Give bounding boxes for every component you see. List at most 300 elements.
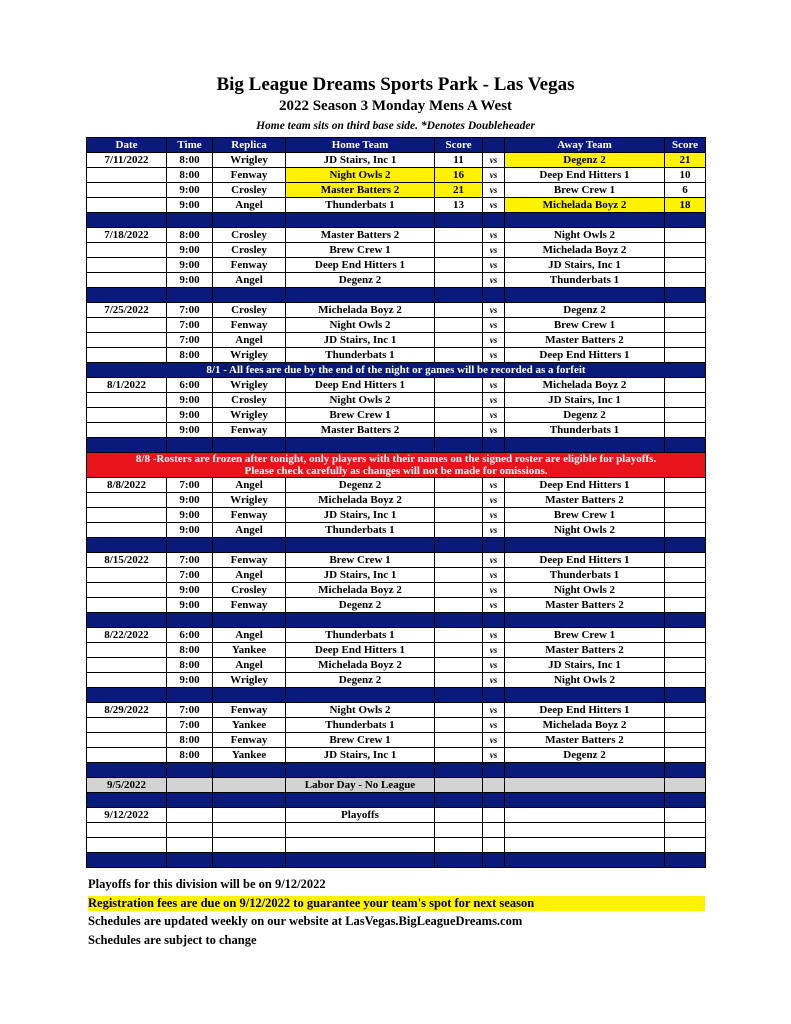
field-cell: Angel [213,478,286,493]
date-cell: 9/5/2022 [87,778,167,793]
home-score-cell [435,718,483,733]
game-row [87,583,706,598]
time-cell: 9:00 [167,508,213,523]
vs-cell: vs [483,228,505,243]
away-score-cell: 6 [665,183,706,198]
vs-cell: vs [483,378,505,393]
date-cell [87,258,167,273]
separator-cell [87,288,167,303]
blank-cell [483,838,505,853]
vs-cell: vs [483,523,505,538]
away-score-cell [665,258,706,273]
home-score-cell: 13 [435,198,483,213]
separator-cell [665,688,706,703]
home-score-cell [435,598,483,613]
separator-cell [167,613,213,628]
date-cell [87,348,167,363]
away-team-cell: Deep End Hitters 1 [505,553,665,568]
date-cell [87,493,167,508]
time-cell: 9:00 [167,423,213,438]
page-subtitle: 2022 Season 3 Monday Mens A West [278,98,513,114]
away-team-cell: Brew Crew 1 [505,628,665,643]
time-cell: 9:00 [167,493,213,508]
date-cell [87,523,167,538]
separator-cell [483,613,505,628]
separator-row [87,763,706,778]
time-cell: 7:00 [167,333,213,348]
home-team-cell: Michelada Boyz 2 [286,658,435,673]
field-cell: Fenway [213,318,286,333]
footer-registration: Registration fees are due on 9/12/2022 to guarantee your team's spot for next season [88,896,705,911]
time-cell: 8:00 [167,153,213,168]
date-cell: 7/25/2022 [87,303,167,318]
separator-cell [665,288,706,303]
home-score-cell [435,243,483,258]
vs-cell: vs [483,273,505,288]
home-team-cell: Michelada Boyz 2 [286,583,435,598]
separator-cell [483,213,505,228]
blank-cell [286,823,435,838]
separator-cell [483,763,505,778]
time-cell: 8:00 [167,348,213,363]
separator-row [87,793,706,808]
away-score-cell [665,673,706,688]
home-score-cell [435,333,483,348]
away-team-cell: Master Batters 2 [505,598,665,613]
game-row [87,273,706,288]
separator-cell [435,438,483,453]
date-cell: 8/1/2022 [87,378,167,393]
vs-cell: vs [483,478,505,493]
away-team-cell: JD Stairs, Inc 1 [505,393,665,408]
home-team-cell: Master Batters 2 [286,183,435,198]
time-cell [167,778,213,793]
vs-cell [483,808,505,823]
vs-cell: vs [483,493,505,508]
game-row [87,703,706,718]
vs-cell: vs [483,718,505,733]
away-score-cell [665,658,706,673]
separator-cell [87,213,167,228]
date-cell: 8/29/2022 [87,703,167,718]
vs-cell: vs [483,303,505,318]
home-team-cell: Degenz 2 [286,598,435,613]
time-cell: 7:00 [167,318,213,333]
game-row [87,643,706,658]
separator-cell [167,688,213,703]
table-header-row [87,138,706,153]
home-score-cell: 16 [435,168,483,183]
playoffs-row [87,808,706,823]
separator-cell [665,438,706,453]
time-cell: 8:00 [167,228,213,243]
game-row [87,718,706,733]
date-cell [87,673,167,688]
separator-cell [483,688,505,703]
separator-cell [505,288,665,303]
away-team-cell: Degenz 2 [505,153,665,168]
time-cell: 7:00 [167,718,213,733]
field-cell: Fenway [213,423,286,438]
time-cell: 8:00 [167,733,213,748]
date-cell [87,423,167,438]
away-team-cell: Master Batters 2 [505,643,665,658]
away-score-cell [665,598,706,613]
vs-cell: vs [483,583,505,598]
separator-cell [505,613,665,628]
separator-cell [167,793,213,808]
away-team-cell: Thunderbats 1 [505,273,665,288]
field-cell: Crosley [213,393,286,408]
field-cell: Yankee [213,748,286,763]
home-team-cell: JD Stairs, Inc 1 [286,508,435,523]
away-score-cell [665,423,706,438]
blank-cell [87,838,167,853]
away-score-cell [665,583,706,598]
field-cell: Wrigley [213,378,286,393]
field-cell: Angel [213,523,286,538]
time-cell: 7:00 [167,553,213,568]
away-score-cell [665,778,706,793]
blank-cell [435,838,483,853]
date-cell [87,733,167,748]
field-cell: Angel [213,568,286,583]
home-score-cell [435,553,483,568]
blank-row [87,823,706,838]
home-score-cell [435,273,483,288]
col-header-away-score: Score [665,138,706,153]
blank-cell [505,838,665,853]
field-cell: Crosley [213,183,286,198]
date-cell [87,583,167,598]
separator-cell [167,288,213,303]
date-cell [87,198,167,213]
away-score-cell [665,733,706,748]
away-team-cell: Michelada Boyz 2 [505,198,665,213]
vs-cell: vs [483,673,505,688]
separator-cell [286,288,435,303]
roster-alert-line-2: Please check carefully as changes will not be made for omissions. [244,465,548,477]
col-header-vs [483,138,505,153]
vs-cell: vs [483,168,505,183]
game-row [87,333,706,348]
field-cell: Fenway [213,168,286,183]
away-score-cell [665,348,706,363]
home-team-cell: Thunderbats 1 [286,523,435,538]
home-score-cell [435,523,483,538]
time-cell: 9:00 [167,273,213,288]
separator-cell [665,793,706,808]
date-cell [87,333,167,348]
home-team-cell: Degenz 2 [286,673,435,688]
away-team-cell [505,778,665,793]
home-team-cell: Michelada Boyz 2 [286,303,435,318]
away-team-cell: Master Batters 2 [505,493,665,508]
away-team-cell: Degenz 2 [505,303,665,318]
vs-cell: vs [483,408,505,423]
separator-cell [213,613,286,628]
away-score-cell [665,228,706,243]
game-row [87,183,706,198]
home-score-cell [435,703,483,718]
home-score-cell [435,658,483,673]
time-cell: 9:00 [167,583,213,598]
date-cell [87,273,167,288]
away-team-cell: Deep End Hitters 1 [505,348,665,363]
schedule-table [86,137,706,868]
game-row [87,508,706,523]
page-title: Big League Dreams Sports Park - Las Vegas [216,74,575,95]
away-team-cell: JD Stairs, Inc 1 [505,658,665,673]
separator-cell [505,438,665,453]
game-row [87,553,706,568]
field-cell: Crosley [213,303,286,318]
separator-cell [435,853,483,868]
away-score-cell [665,718,706,733]
vs-cell: vs [483,508,505,523]
vs-cell: vs [483,598,505,613]
vs-cell: vs [483,628,505,643]
date-cell [87,243,167,258]
away-score-cell [665,628,706,643]
game-row [87,478,706,493]
date-cell [87,658,167,673]
home-team-cell: Deep End Hitters 1 [286,378,435,393]
separator-cell [483,538,505,553]
date-cell [87,748,167,763]
vs-cell: vs [483,568,505,583]
home-team-cell: Brew Crew 1 [286,553,435,568]
separator-cell [505,793,665,808]
time-cell: 9:00 [167,243,213,258]
game-row [87,673,706,688]
vs-cell: vs [483,703,505,718]
date-cell [87,168,167,183]
vs-cell: vs [483,748,505,763]
separator-cell [435,688,483,703]
away-score-cell: 10 [665,168,706,183]
vs-cell: vs [483,658,505,673]
col-header-home-score: Score [435,138,483,153]
date-cell: 7/11/2022 [87,153,167,168]
home-score-cell [435,258,483,273]
time-cell: 9:00 [167,673,213,688]
blank-cell [167,838,213,853]
game-row [87,303,706,318]
time-cell [167,808,213,823]
home-team-cell: Brew Crew 1 [286,733,435,748]
playoffs-label: Playoffs [286,808,435,823]
home-team-cell: Night Owls 2 [286,703,435,718]
game-row [87,628,706,643]
game-row [87,243,706,258]
time-cell: 8:00 [167,168,213,183]
time-cell: 6:00 [167,628,213,643]
home-team-cell: JD Stairs, Inc 1 [286,333,435,348]
separator-cell [213,538,286,553]
roster-alert-cell [87,453,706,478]
separator-cell [286,213,435,228]
separator-cell [167,213,213,228]
blank-cell [665,838,706,853]
field-cell: Angel [213,333,286,348]
separator-cell [167,538,213,553]
away-team-cell: Brew Crew 1 [505,318,665,333]
col-header-home-team: Home Team [286,138,435,153]
footer-subject-to-change: Schedules are subject to change [88,933,257,947]
separator-cell [505,688,665,703]
game-row [87,393,706,408]
separator-cell [483,793,505,808]
separator-row [87,853,706,868]
away-team-cell: Deep End Hitters 1 [505,478,665,493]
field-cell: Fenway [213,598,286,613]
separator-cell [286,688,435,703]
date-cell: 9/12/2022 [87,808,167,823]
away-score-cell [665,553,706,568]
footer-website: Schedules are updated weekly on our website at LasVegas.BigLeagueDreams.com [88,914,523,928]
field-cell: Fenway [213,733,286,748]
field-cell: Yankee [213,718,286,733]
home-score-cell [435,378,483,393]
separator-cell [665,853,706,868]
home-score-cell [435,348,483,363]
away-score-cell [665,303,706,318]
roster-alert-line-1: 8/8 -Rosters are frozen after tonight, only players with their names on the signed roster are eligible for playoffs. [135,453,657,465]
away-score-cell [665,478,706,493]
blank-cell [213,838,286,853]
away-team-cell: Night Owls 2 [505,673,665,688]
date-cell [87,718,167,733]
away-team-cell: Degenz 2 [505,408,665,423]
home-score-cell [435,628,483,643]
vs-cell: vs [483,153,505,168]
roster-alert-row [87,453,706,478]
game-row [87,378,706,393]
game-row [87,423,706,438]
away-team-cell: Michelada Boyz 2 [505,718,665,733]
home-score-cell [435,568,483,583]
col-header-away-team: Away Team [505,138,665,153]
home-score-cell: 21 [435,183,483,198]
separator-cell [483,438,505,453]
field-cell: Angel [213,628,286,643]
time-cell: 9:00 [167,198,213,213]
home-team-cell: JD Stairs, Inc 1 [286,748,435,763]
away-score-cell [665,493,706,508]
separator-cell [167,438,213,453]
game-row [87,258,706,273]
separator-cell [213,763,286,778]
home-team-cell: Deep End Hitters 1 [286,258,435,273]
away-score-cell [665,378,706,393]
fee-notice-text: 8/1 - All fees are due by the end of the night or games will be recorded as a forfeit [87,363,706,378]
away-score-cell [665,318,706,333]
away-team-cell: JD Stairs, Inc 1 [505,258,665,273]
home-team-cell: Thunderbats 1 [286,718,435,733]
separator-cell [483,288,505,303]
vs-cell: vs [483,198,505,213]
vs-cell: vs [483,318,505,333]
blank-cell [286,838,435,853]
separator-cell [167,763,213,778]
home-score-cell [435,808,483,823]
separator-row [87,438,706,453]
home-team-cell: Master Batters 2 [286,423,435,438]
away-team-cell: Brew Crew 1 [505,508,665,523]
field-cell: Angel [213,658,286,673]
separator-cell [87,688,167,703]
col-header-replica: Replica [213,138,286,153]
separator-cell [213,438,286,453]
home-score-cell [435,643,483,658]
away-team-cell: Degenz 2 [505,748,665,763]
vs-cell: vs [483,333,505,348]
separator-cell [286,538,435,553]
time-cell: 9:00 [167,523,213,538]
home-team-cell: Thunderbats 1 [286,198,435,213]
time-cell: 9:00 [167,598,213,613]
game-row [87,408,706,423]
away-score-cell [665,643,706,658]
home-team-cell: Degenz 2 [286,273,435,288]
blank-cell [213,823,286,838]
home-score-cell [435,673,483,688]
separator-row [87,538,706,553]
separator-cell [213,853,286,868]
separator-cell [87,538,167,553]
separator-cell [286,763,435,778]
field-cell: Wrigley [213,153,286,168]
vs-cell [483,778,505,793]
home-score-cell [435,408,483,423]
date-cell [87,643,167,658]
away-team-cell: Night Owls 2 [505,583,665,598]
separator-cell [665,538,706,553]
away-score-cell [665,273,706,288]
time-cell: 9:00 [167,183,213,198]
home-team-cell: Degenz 2 [286,478,435,493]
date-cell: 8/8/2022 [87,478,167,493]
separator-cell [286,613,435,628]
separator-cell [435,763,483,778]
home-score-cell [435,508,483,523]
time-cell: 7:00 [167,703,213,718]
date-cell: 8/15/2022 [87,553,167,568]
home-team-cell: Night Owls 2 [286,393,435,408]
home-team-cell: Night Owls 2 [286,168,435,183]
separator-cell [213,213,286,228]
away-team-cell: Master Batters 2 [505,733,665,748]
holiday-label: Labor Day - No League [286,778,435,793]
blank-cell [435,823,483,838]
blank-cell [665,823,706,838]
separator-cell [87,793,167,808]
field-cell: Fenway [213,508,286,523]
separator-row [87,213,706,228]
field-cell [213,778,286,793]
home-score-cell [435,748,483,763]
separator-cell [483,853,505,868]
date-cell [87,393,167,408]
away-team-cell: Brew Crew 1 [505,183,665,198]
time-cell: 8:00 [167,748,213,763]
home-team-cell: Master Batters 2 [286,228,435,243]
game-row [87,168,706,183]
field-cell: Angel [213,273,286,288]
separator-cell [435,288,483,303]
blank-row [87,838,706,853]
